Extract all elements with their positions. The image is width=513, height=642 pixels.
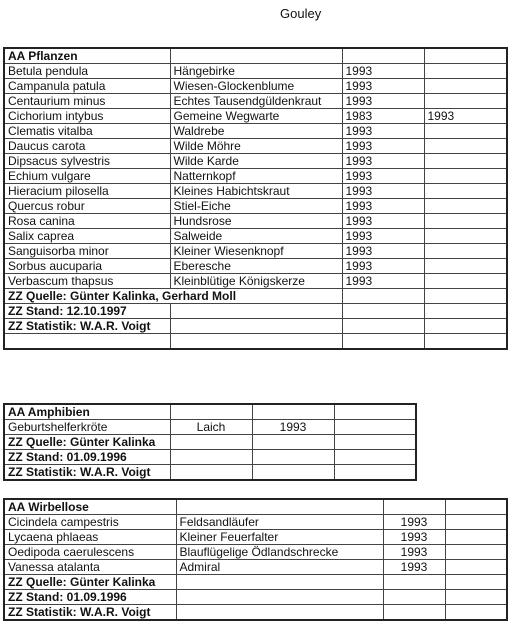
german-name-cell: Hundsrose [170,214,342,229]
german-name-cell: Blauflügelige Ödlandschrecke [176,545,383,560]
year-cell [424,199,507,214]
german-name-cell: Feldsandläufer [176,515,383,530]
latin-name-cell: Lycaena phlaeas [4,530,176,545]
german-name-cell: Kleines Habichtskraut [170,184,342,199]
table-row [4,304,507,319]
year-cell: 1993 [342,79,424,94]
german-name-cell: Wiesen-Glockenblume [170,79,342,94]
table-row [4,109,507,124]
table-row [4,169,507,184]
german-name-cell: Eberesche [170,259,342,274]
date-note: ZZ Stand: 01.09.1996 [4,450,170,465]
pflanzen-table [3,47,508,350]
table-header-row [4,404,416,420]
table-row [4,289,507,304]
year-cell [424,244,507,259]
year-cell: 1993 [342,184,424,199]
year-cell [424,259,507,274]
year-cell [424,79,507,94]
page-title: Gouley [280,6,322,21]
statistics-note: ZZ Statistik: W.A.R. Voigt [4,605,176,621]
table-row [4,214,507,229]
latin-name-cell: Rosa canina [4,214,170,229]
table-row [4,274,507,289]
year-cell: 1993 [342,94,424,109]
table-header-row [4,499,507,515]
table-row [4,64,507,79]
year-cell: 1993 [342,244,424,259]
latin-name-cell: Quercus robur [4,199,170,214]
latin-name-cell: Sanguisorba minor [4,244,170,259]
table-row [4,545,507,560]
year-cell: 1993 [342,169,424,184]
table-row [4,199,507,214]
year-cell [424,169,507,184]
table-row [4,435,416,450]
date-note: ZZ Stand: 12.10.1997 [4,304,170,319]
german-name-cell: Admiral [176,560,383,575]
statistics-note: ZZ Statistik: W.A.R. Voigt [4,465,170,481]
species-name-cell: Geburtshelferkröte [4,420,170,435]
table-row [4,590,507,605]
table-row [4,154,507,169]
year-cell: 1993 [424,109,507,124]
table-row [4,139,507,154]
latin-name-cell: Sorbus aucuparia [4,259,170,274]
amphibien-table [3,403,417,481]
year-cell [424,274,507,289]
year-cell [424,139,507,154]
table-row [4,575,507,590]
table-row [4,334,507,350]
year-cell [424,124,507,139]
year-cell: 1993 [342,229,424,244]
table-row [4,259,507,274]
year-cell [424,154,507,169]
latin-name-cell: Cichorium intybus [4,109,170,124]
year-cell: 1993 [342,64,424,79]
year-cell: 1993 [342,154,424,169]
latin-name-cell: Echium vulgare [4,169,170,184]
year-cell: 1993 [342,274,424,289]
latin-name-cell: Centaurium minus [4,94,170,109]
german-name-cell: Kleinblütige Königskerze [170,274,342,289]
table-row [4,229,507,244]
table-row [4,79,507,94]
year-cell: 1993 [342,259,424,274]
year-cell: 1993 [252,420,334,435]
date-note: ZZ Stand: 01.09.1996 [4,590,176,605]
year-cell [424,214,507,229]
table-header-row [4,48,507,64]
latin-name-cell: Betula pendula [4,64,170,79]
latin-name-cell: Daucus carota [4,139,170,154]
latin-name-cell: Vanessa atalanta [4,560,176,575]
section-header: AA Amphibien [4,404,170,420]
section-header: AA Pflanzen [4,48,170,64]
latin-name-cell: Cicindela campestris [4,515,176,530]
german-name-cell: Echtes Tausendgüldenkraut [170,94,342,109]
latin-name-cell: Hieracium pilosella [4,184,170,199]
year-cell [424,94,507,109]
table-row [4,420,416,435]
year-cell: 1983 [342,109,424,124]
german-name-cell: Hängebirke [170,64,342,79]
latin-name-cell: Dipsacus sylvestris [4,154,170,169]
german-name-cell: Gemeine Wegwarte [170,109,342,124]
year-cell [424,184,507,199]
section-header: AA Wirbellose [4,499,176,515]
german-name-cell: Wilde Möhre [170,139,342,154]
table-row [4,184,507,199]
year-cell [424,64,507,79]
table-row [4,560,507,575]
latin-name-cell: Oedipoda caerulescens [4,545,176,560]
latin-name-cell: Salix caprea [4,229,170,244]
source-note: ZZ Quelle: Günter Kalinka [4,435,170,450]
year-cell [424,229,507,244]
table-row [4,515,507,530]
source-note: ZZ Quelle: Günter Kalinka, Gerhard Moll [4,289,342,304]
wirbellose-table [3,498,508,621]
german-name-cell: Kleiner Feuerfalter [176,530,383,545]
german-name-cell: Natternkopf [170,169,342,184]
year-cell: 1993 [383,530,445,545]
year-cell: 1993 [383,545,445,560]
table-row [4,319,507,334]
german-name-cell: Waldrebe [170,124,342,139]
source-note: ZZ Quelle: Günter Kalinka [4,575,176,590]
year-cell: 1993 [342,124,424,139]
latin-name-cell: Campanula patula [4,79,170,94]
german-name-cell: Salweide [170,229,342,244]
latin-name-cell: Verbascum thapsus [4,274,170,289]
german-name-cell: Kleiner Wiesenknopf [170,244,342,259]
year-cell: 1993 [383,515,445,530]
table-row [4,124,507,139]
stage-cell: Laich [170,420,252,435]
table-row [4,465,416,481]
year-cell: 1993 [342,214,424,229]
german-name-cell: Wilde Karde [170,154,342,169]
year-cell: 1993 [342,199,424,214]
table-row [4,605,507,621]
table-row [4,94,507,109]
german-name-cell: Stiel-Eiche [170,199,342,214]
table-row [4,450,416,465]
year-cell: 1993 [383,560,445,575]
table-row [4,244,507,259]
table-row [4,530,507,545]
statistics-note: ZZ Statistik: W.A.R. Voigt [4,319,170,334]
latin-name-cell: Clematis vitalba [4,124,170,139]
year-cell: 1993 [342,139,424,154]
